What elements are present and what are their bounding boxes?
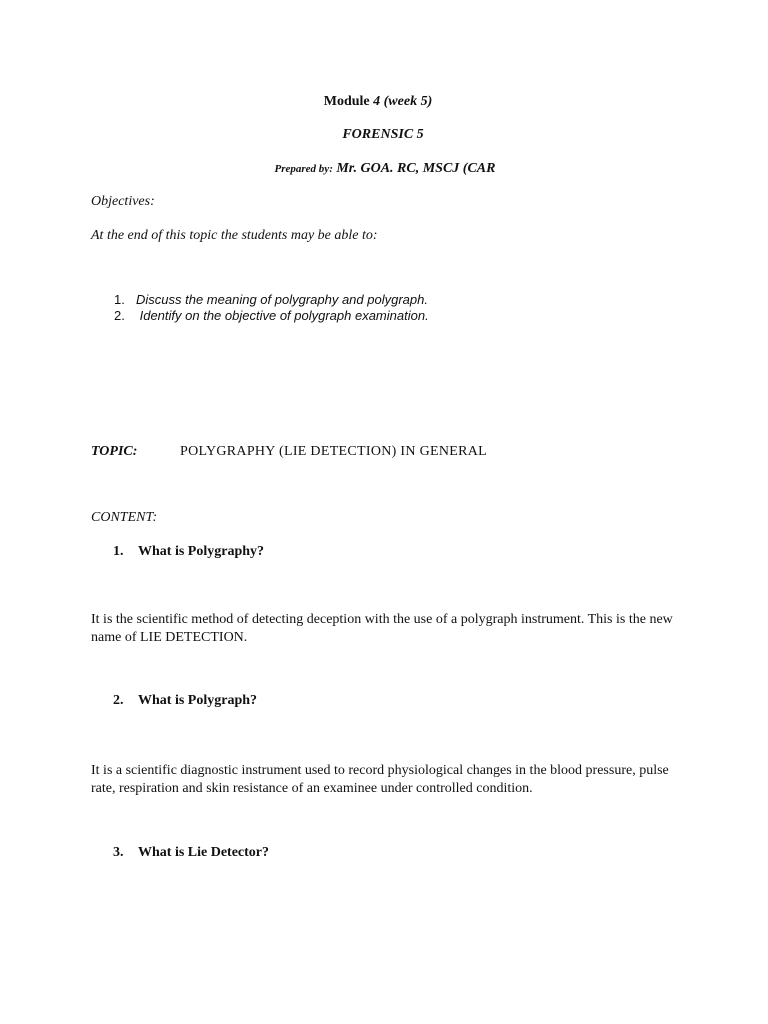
objective-text: Discuss the meaning of polygraphy and polygraph.	[136, 292, 428, 307]
objectives-label: Objectives:	[91, 194, 155, 209]
question-text: What is Lie Detector?	[138, 845, 270, 860]
objectives-intro: At the end of this topic the students may be able to:	[91, 228, 378, 243]
topic-title: POLYGRAPHY (LIE DETECTION) IN GENERAL	[180, 444, 488, 459]
section-question	[113, 693, 257, 709]
objective-item	[114, 292, 428, 307]
section-number: 2.	[113, 693, 124, 708]
prepared-by-label: Prepared by:	[274, 163, 333, 175]
section-question	[113, 544, 264, 560]
objective-number: 1.	[114, 292, 125, 307]
objective-number: 2.	[114, 308, 125, 323]
objective-item	[114, 308, 429, 323]
document-title: FORENSIC 5	[342, 127, 424, 142]
module-heading	[0, 94, 756, 110]
objective-text: Identify on the objective of polygraph examination.	[136, 308, 429, 323]
section-number: 3.	[113, 845, 124, 860]
section-question	[113, 845, 269, 861]
question-text: What is Polygraphy?	[138, 544, 265, 559]
module-prefix: Module	[323, 94, 370, 109]
content-label: CONTENT:	[91, 510, 158, 525]
topic-label: TOPIC:	[91, 444, 138, 459]
section-answer: It is a scientific diagnostic instrument used to record physiological changes in the blood pressure, pulse rate, respiration and skin resistance of an examinee under controlled condition.	[91, 763, 669, 796]
question-text: What is Polygraph?	[138, 693, 258, 708]
prepared-by-name: Mr. GOA. RC, MSCJ (CAR	[336, 161, 496, 176]
module-week: 4 (week 5)	[373, 94, 433, 109]
section-number: 1.	[113, 544, 124, 559]
section-answer: It is the scientific method of detecting deception with the use of a polygraph instrument. This is the new name of LIE DETECTION.	[91, 612, 673, 645]
prepared-by-line	[0, 161, 768, 177]
